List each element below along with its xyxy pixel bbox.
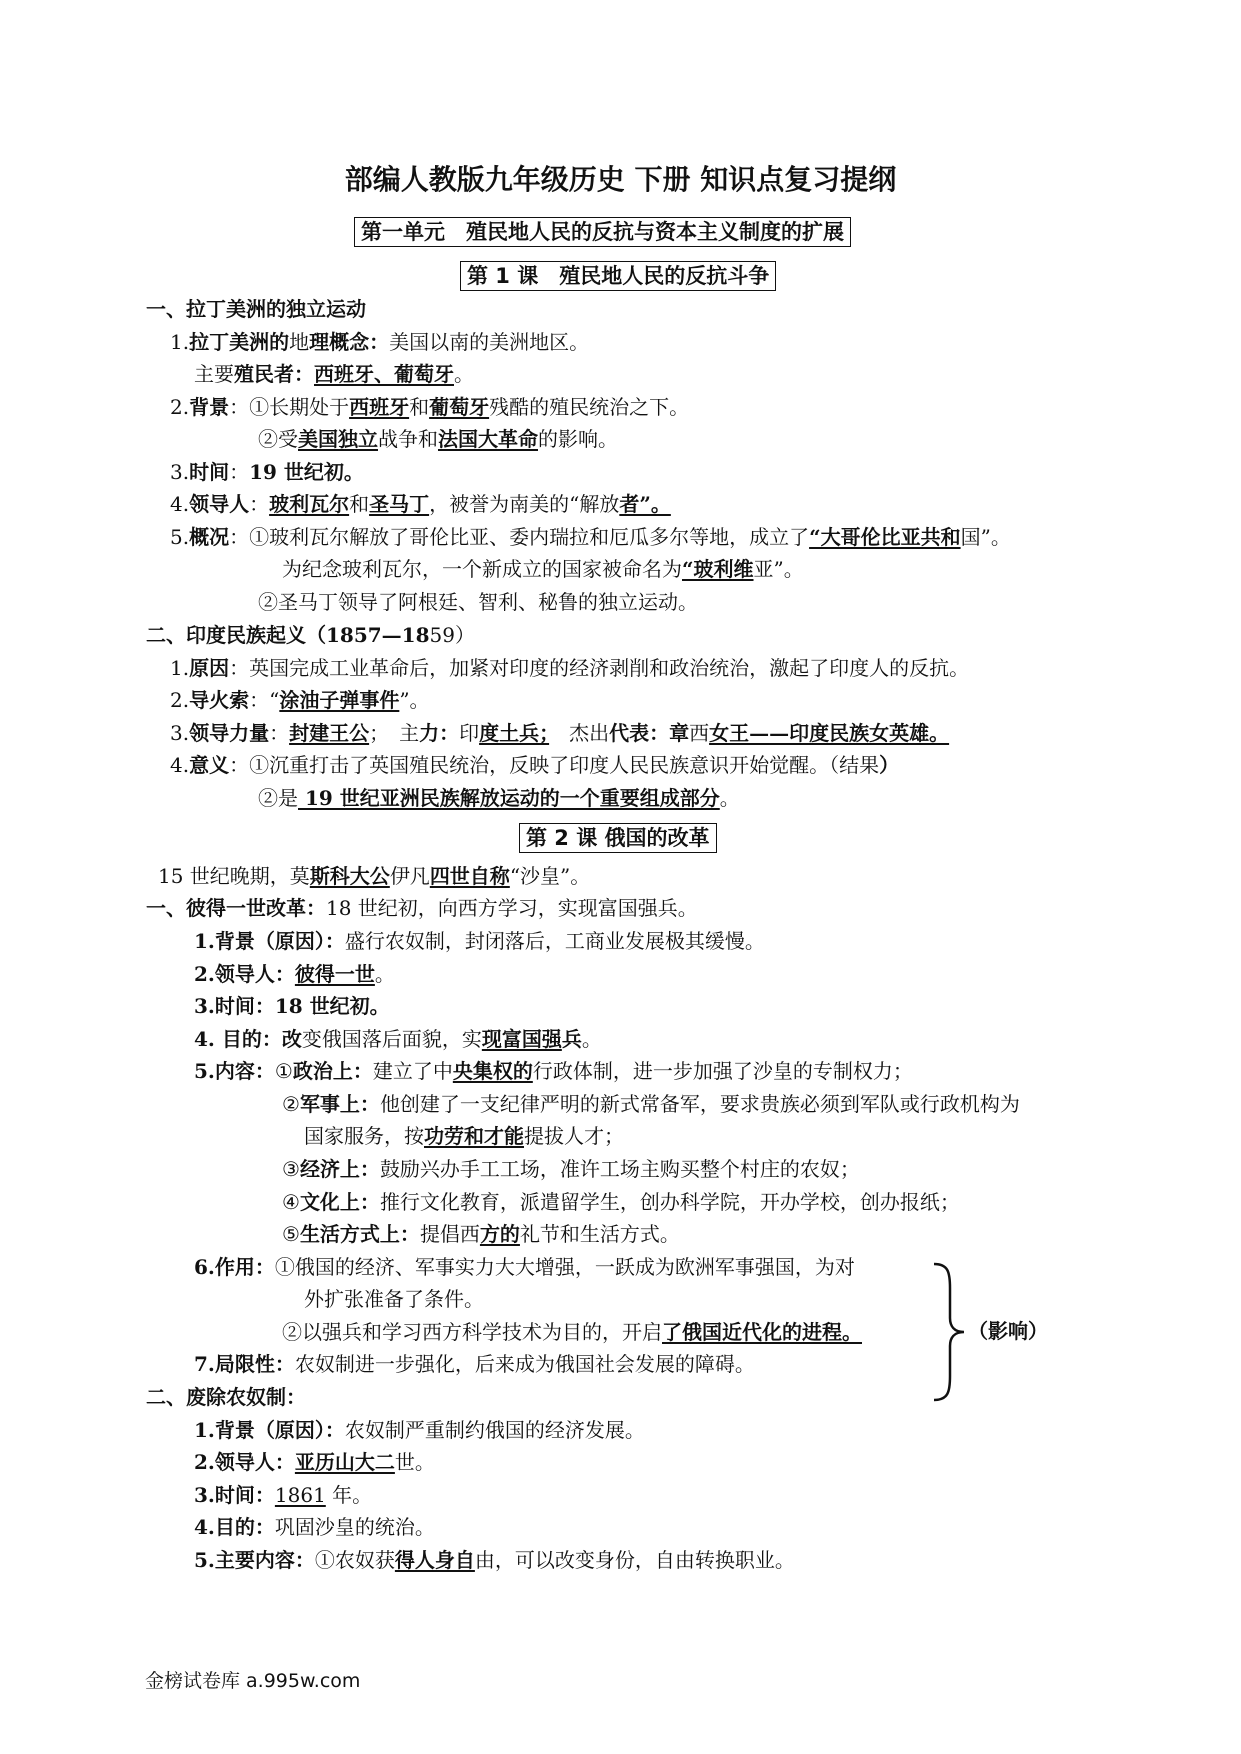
key-answer: 了俄国近代化的进程。 xyxy=(662,1320,862,1344)
key-term: 概况 xyxy=(189,525,230,549)
key-answer: 西班牙 xyxy=(349,395,410,419)
key-answer: 西班牙、葡萄牙 xyxy=(314,362,454,386)
section-heading: 二、印度民族起义（1857—1859） xyxy=(146,623,475,647)
key-term: 5.内容： xyxy=(194,1059,275,1083)
list-item: ④文化上：推行文化教育，派遣留学生，创办科学院，开办学校，创办报纸； xyxy=(282,1190,960,1214)
key-answer: 功劳和才能 xyxy=(424,1124,524,1148)
key-answer: 得人身自 xyxy=(394,1548,475,1572)
list-item: 4.领导人：玻利瓦尔和圣马丁，被誉为南美的“解放者”。 xyxy=(170,492,671,516)
list-item: 2.领导人：亚历山大二世。 xyxy=(194,1450,435,1474)
list-item: 5.内容：①政治上：建立了中央集权的行政体制，进一步加强了沙皇的专制权力； xyxy=(194,1059,913,1083)
list-item: ②是 19 世纪亚洲民族解放运动的一个重要组成部分。 xyxy=(258,786,740,810)
key-term: 领导人 xyxy=(189,492,250,516)
list-item: 主要殖民者：西班牙、葡萄牙。 xyxy=(194,362,474,386)
key-term: 兵 xyxy=(561,1027,582,1051)
list-item: 1.背景（原因）：农奴制严重制约俄国的经济发展。 xyxy=(194,1418,645,1442)
key-answer: 四世自称 xyxy=(429,864,510,888)
key-answer: 央集权的 xyxy=(452,1059,533,1083)
footer-watermark: 金榜试卷库 a.995w.com xyxy=(145,1670,361,1692)
key-term: 经济上： xyxy=(299,1157,380,1181)
key-answer: 亚历山大二 xyxy=(294,1450,395,1474)
key-term: 3.时间： xyxy=(194,1483,275,1507)
key-term: 5.主要内容： xyxy=(194,1548,315,1572)
section-heading: 一、彼得一世改革：18 世纪初，向西方学习，实现富国强兵。 xyxy=(146,896,698,920)
key-term: 二、印度民族起义（1857—18 xyxy=(146,623,430,647)
lesson-1-heading: 第 1 课 殖民地人民的反抗斗争 xyxy=(460,261,776,291)
key-term: 6.作用： xyxy=(194,1255,275,1279)
key-term: 7.局限性： xyxy=(194,1352,295,1376)
list-item: 4. 目的：改变俄国落后面貌，实现富国强兵。 xyxy=(194,1027,602,1051)
key-term: 代表：章 xyxy=(609,721,690,745)
key-answer: 法国大革命 xyxy=(438,427,538,451)
key-term: 意义 xyxy=(189,753,230,777)
key-answer: 现富国强 xyxy=(481,1027,562,1051)
list-item: 2.领导人：彼得一世。 xyxy=(194,962,395,986)
key-answer: 度土兵； xyxy=(479,721,550,745)
section-heading xyxy=(146,295,366,323)
key-term: 1.背景（原因）： xyxy=(194,1418,345,1442)
key-answer: 美国独立 xyxy=(298,427,378,451)
key-answer: 者”。 xyxy=(619,492,671,516)
key-term: 背景 xyxy=(189,395,230,419)
key-answer: “玻利维 xyxy=(682,557,754,581)
key-answer: 封建王公 xyxy=(289,721,370,745)
key-answer: 葡萄牙 xyxy=(429,395,490,419)
list-item: ②以强兵和学习西方科学技术为目的，开启了俄国近代化的进程。 xyxy=(282,1320,862,1344)
list-item: 7.局限性：农奴制进一步强化，后来成为俄国社会发展的障碍。 xyxy=(194,1352,755,1376)
paragraph: 15 世纪晚期，莫斯科大公伊凡四世自称“沙皇”。 xyxy=(158,864,591,888)
list-item: 国家服务，按功劳和才能提拔人才； xyxy=(304,1124,624,1148)
list-item: ②军事上：他创建了一支纪律严明的新式常备军，要求贵族必须到军队或行政机构为 xyxy=(282,1092,1020,1116)
key-term: 生活方式上： xyxy=(299,1222,420,1246)
list-item: 1.背景（原因）：盛行农奴制，封闭落后，工商业发展极其缓慢。 xyxy=(194,929,765,953)
list-item: 4.目的：巩固沙皇的统治。 xyxy=(194,1515,435,1539)
list-item: ⑤生活方式上：提倡西方的礼节和生活方式。 xyxy=(282,1222,680,1246)
key-answer: 彼得一世 xyxy=(294,962,375,986)
list-item: 5.主要内容：①农奴获得人身自由，可以改变身份，自由转换职业。 xyxy=(194,1548,795,1572)
key-term: 1.背景（原因）： xyxy=(194,929,345,953)
list-item: 1.拉丁美洲的地理概念：美国以南的美洲地区。 xyxy=(170,330,590,354)
key-answer: 方的 xyxy=(479,1222,520,1246)
page-title: 部编人教版九年级历史 下册 知识点复习提纲 xyxy=(344,163,897,196)
key-term: 文化上： xyxy=(299,1190,380,1214)
key-term: 2.领导人： xyxy=(194,1450,295,1474)
key-term: 理概念： xyxy=(309,330,390,354)
list-item: ②受美国独立战争和法国大革命的影响。 xyxy=(258,427,618,451)
key-answer: “大哥伦比亚共和 xyxy=(809,525,961,549)
key-answer: 女王——印度民族女英雄。 xyxy=(709,721,950,745)
list-item: ②圣马丁领导了阿根廷、智利、秘鲁的独立运动。 xyxy=(258,590,698,614)
list-item: 2.导火索：“涂油子弹事件”。 xyxy=(170,688,430,712)
key-term: ） xyxy=(879,753,900,777)
key-term: 拉丁美洲的 xyxy=(189,330,290,354)
list-item: 为纪念玻利瓦尔，一个新成立的国家被命名为“玻利维亚”。 xyxy=(282,557,804,581)
section-heading xyxy=(146,1383,306,1411)
key-answer: 1861 xyxy=(274,1483,326,1507)
key-answer: 圣马丁 xyxy=(369,492,430,516)
key-term: 原因 xyxy=(189,656,230,680)
key-term: 政治上： xyxy=(292,1059,373,1083)
key-term: 军事上： xyxy=(299,1092,380,1116)
key-term: 4. 目的：改 xyxy=(194,1027,302,1051)
key-term: 19 世纪初。 xyxy=(249,460,364,484)
lesson-2-heading: 第 2 课 俄国的改革 xyxy=(519,823,717,853)
list-item: 2.背景：①长期处于西班牙和葡萄牙残酷的殖民统治之下。 xyxy=(170,395,690,419)
key-term: 一、拉丁美洲的独立运动 xyxy=(146,297,366,321)
key-answer: 涂油子弹事件 xyxy=(279,688,400,712)
curly-brace-icon xyxy=(930,1262,970,1402)
list-item: 4.意义：①沉重打击了英国殖民统治，反映了印度人民民族意识开始觉醒。（结果） xyxy=(170,753,900,777)
list-item: 3.时间：1861 年。 xyxy=(194,1483,373,1507)
key-answer: 斯科大公 xyxy=(309,864,390,888)
key-term: 3.时间：18 世纪初。 xyxy=(194,994,390,1018)
key-term: 2.领导人： xyxy=(194,962,295,986)
key-term: 力： xyxy=(419,721,460,745)
key-term: 殖民者： xyxy=(234,362,314,386)
list-item: 3.领导力量：封建王公； 主力：印度土兵； 杰出代表：章西女王——印度民族女英雄。 xyxy=(170,721,950,745)
list-item: 1.原因：英国完成工业革命后，加紧对印度的经济剥削和政治统治，激起了印度人的反抗。 xyxy=(170,656,970,680)
unit-1-heading: 第一单元 殖民地人民的反抗与资本主义制度的扩展 xyxy=(354,217,851,247)
list-item: 6.作用：①俄国的经济、军事实力大大增强，一跃成为欧洲军事强国，为对 xyxy=(194,1255,855,1279)
list-item: 外扩张准备了条件。 xyxy=(304,1287,484,1311)
key-answer: 19 世纪亚洲民族解放运动的一个重要组成部分 xyxy=(298,786,720,810)
key-term: 一、彼得一世改革： xyxy=(146,896,326,920)
key-answer: 玻利瓦尔 xyxy=(269,492,350,516)
brace-label: （影响） xyxy=(968,1319,1048,1343)
list-item xyxy=(194,992,390,1020)
list-item: 3.时间：19 世纪初。 xyxy=(170,460,364,484)
key-term: 时间 xyxy=(189,460,230,484)
list-item: ③经济上：鼓励兴办手工工场，准许工场主购买整个村庄的农奴； xyxy=(282,1157,860,1181)
key-term: 领导力量 xyxy=(189,721,270,745)
key-term: 导火索 xyxy=(189,688,250,712)
key-term: 二、废除农奴制： xyxy=(146,1385,306,1409)
key-term: 4.目的： xyxy=(194,1515,275,1539)
list-item: 5.概况：①玻利瓦尔解放了哥伦比亚、委内瑞拉和厄瓜多尔等地，成立了“大哥伦比亚共和国”。 xyxy=(170,525,1011,549)
